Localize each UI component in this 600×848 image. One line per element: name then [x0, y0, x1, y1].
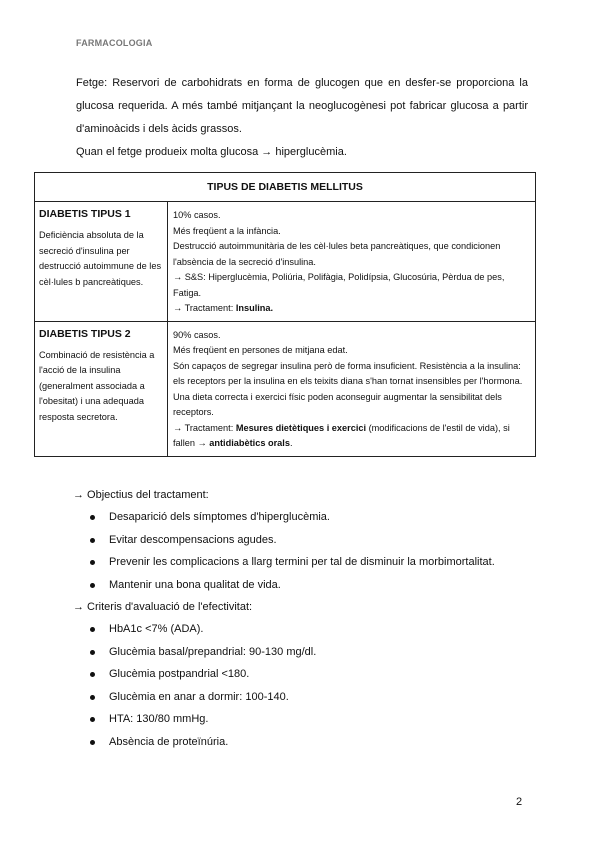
bullet-icon — [90, 650, 95, 655]
bullet-icon — [90, 740, 95, 745]
bullet-icon — [90, 583, 95, 588]
criteria-heading: → Criteris d'avaluació de l'efectivitat: — [73, 601, 253, 613]
diabetes-types-table — [34, 172, 536, 457]
list-item: Prevenir les complicacions a llarg termini per tal de disminuir la morbimortalitat. — [73, 551, 543, 574]
intro-text — [76, 72, 528, 164]
detail-line: Una dieta correcta i exercici físic poden aconseguir augmentar la sensibilitat dels receptors. — [173, 391, 502, 417]
table-row — [35, 321, 536, 456]
bullet-icon — [90, 560, 95, 565]
list-item: Glucèmia basal/prepandrial: 90-130 mg/dl. — [73, 641, 543, 664]
page-header: FARMACOLOGIA — [76, 38, 153, 48]
detail-line: 90% casos. — [173, 329, 221, 340]
treatment-line: → Tractament: Mesures dietètiques i exercici (modificacions de l'estil de vida), si fallen → antidiabètics orals. — [173, 422, 510, 448]
list-item: HTA: 130/80 mmHg. — [73, 708, 543, 731]
list-item: Glucèmia postpandrial <180. — [73, 663, 543, 686]
table-title: TIPUS DE DIABETIS MELLITUS — [35, 173, 536, 202]
bullet-icon — [90, 515, 95, 520]
bullet-icon — [90, 695, 95, 700]
list-item: Desaparició dels símptomes d'hiperglucèmia. — [73, 506, 543, 529]
lists-section — [73, 484, 543, 753]
page-number: 2 — [516, 796, 523, 808]
bullet-icon — [90, 717, 95, 722]
bullet-icon — [90, 627, 95, 632]
list-item: HbA1c <7% (ADA). — [73, 618, 543, 641]
list-item: Glucèmia en anar a dormir: 100-140. — [73, 686, 543, 709]
detail-line: Més freqüent a la infància. — [173, 225, 281, 236]
details-cell — [168, 202, 536, 322]
list-item: Evitar descompensacions agudes. — [73, 529, 543, 552]
detail-line: Destrucció autoimmunitària de les cèl·lules beta pancreàtiques, que condicionen l'absència de la secreció d'insulina. — [173, 241, 501, 267]
objectives-heading: → Objectius del tractament: — [73, 489, 209, 501]
type-description: Combinació de resistència a l'acció de la insulina (generalment associada a l'obesitat) i una adequada resposta secretora. — [39, 349, 155, 422]
type-title: DIABETIS TIPUS 2 — [39, 327, 131, 340]
bullet-icon — [90, 538, 95, 543]
list-item: Mantenir una bona qualitat de vida. — [73, 574, 543, 597]
type-cell — [35, 321, 168, 456]
type-title: DIABETIS TIPUS 1 — [39, 208, 131, 220]
list-item: Absència de proteïnúria. — [73, 731, 543, 754]
treatment-line: → Tractament: Insulina. — [173, 303, 274, 313]
type-cell — [35, 202, 168, 322]
intro-line: Quan el fetge produeix molta glucosa → hiperglucèmia. — [76, 146, 347, 158]
detail-line: Més freqüent en persones de mitjana edat. — [173, 345, 348, 355]
details-cell — [168, 321, 536, 456]
intro-paragraph: Fetge: Reservori de carbohidrats en forma de glucogen que en desfer-se proporciona la glucosa requerida. A més també mitjançant la neoglucogènesi pot fabricar glucosa a partir d'aminoàcids i dels àcids grassos. — [76, 77, 528, 135]
detail-line: 10% casos. — [173, 210, 221, 220]
bullet-icon — [90, 672, 95, 677]
table-row — [35, 202, 536, 322]
detail-line: → S&S: Hiperglucèmia, Poliúria, Polifàgia, Polidípsia, Glucosúria, Pèrdua de pes, Fatiga. — [173, 272, 505, 298]
type-description: Deficiència absoluta de la secreció d'insulina per destrucció autoimmune de les cèl·lules b pancreàtiques. — [39, 230, 162, 287]
detail-line: Són capaços de segregar insulina però de forma insuficient. Resistència a la insulina: els receptors per la insulina en els teixits diana s'han tornat insensibles per l'hormona. — [173, 360, 523, 386]
